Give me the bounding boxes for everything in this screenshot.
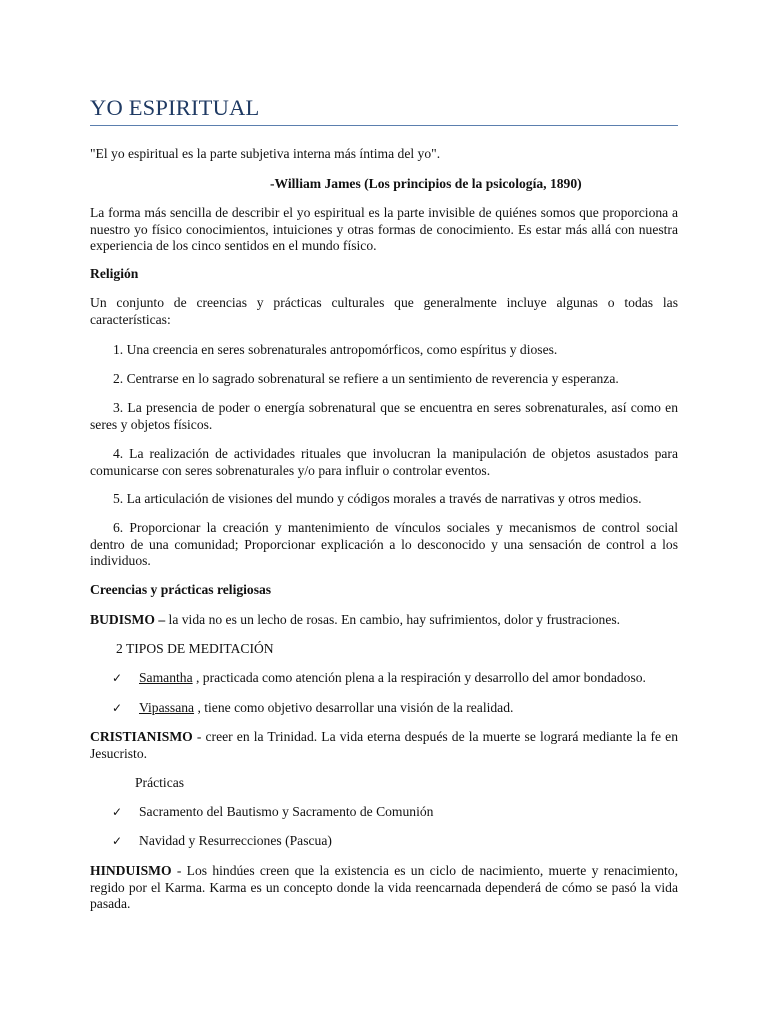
practicas-label: Prácticas bbox=[135, 775, 185, 790]
list-item-5: 5. La articulación de visiones del mundo y códigos morales a través de narrativas y otros medios. bbox=[113, 491, 642, 506]
practica-navidad: Navidad y Resurrecciones (Pascua) bbox=[139, 833, 332, 848]
religion-heading: Religión bbox=[90, 266, 139, 281]
vipassana-term: Vipassana bbox=[139, 700, 195, 715]
page-title: YO ESPIRITUAL bbox=[90, 95, 260, 120]
creencias-heading: Creencias y prácticas religiosas bbox=[90, 582, 272, 597]
title-divider bbox=[90, 125, 678, 126]
cristianismo-paragraph bbox=[90, 729, 678, 762]
intro-paragraph: La forma más sencilla de describir el yo espiritual es la parte invisible de quiénes somos que proporciona a nuestro yo físico conocimientos, intuiciones y otras formas de conocimiento. Es estar más allá con nuestra experiencia de los cinco sentidos en el mundo físico. bbox=[90, 205, 678, 253]
checkmark-icon: ✓ bbox=[112, 671, 123, 685]
list-item-2: 2. Centrarse en lo sagrado sobrenatural se refiere a un sentimiento de reverencia y esperanza. bbox=[113, 371, 619, 386]
samantha-text: , practicada como atención plena a la respiración y desarrollo del amor bondadoso. bbox=[192, 670, 646, 685]
list-item-3: 3. La presencia de poder o energía sobrenatural que se encuentra en seres sobrenaturales, así como en seres y objetos físicos. bbox=[90, 400, 678, 432]
vipassana-text: , tiene como objetivo desarrollar una visión de la realidad. bbox=[194, 700, 514, 715]
budismo-label: BUDISMO – bbox=[90, 612, 166, 627]
meditation-vipassana bbox=[139, 700, 679, 717]
meditation-types: 2 TIPOS DE MEDITACIÓN bbox=[116, 641, 274, 656]
hinduismo-text: - Los hindúes creen que la existencia es un ciclo de nacimiento, muerte y renacimiento, regido por el Karma. Karma es un concepto donde la vida reencarnada dependerá de cómo se pasó la vida pasada. bbox=[90, 863, 678, 911]
practica-bautismo: Sacramento del Bautismo y Sacramento de Comunión bbox=[139, 804, 434, 819]
samantha-term: Samantha bbox=[139, 670, 193, 685]
hinduismo-label: HINDUISMO bbox=[90, 863, 172, 878]
list-item-6: 6. Proporcionar la creación y mantenimiento de vínculos sociales y mecanismos de control social dentro de una comunidad; Proporcionar explicación a lo desconocido y una sensación de control a los individuos. bbox=[90, 520, 678, 568]
quote: "El yo espiritual es la parte subjetiva interna más íntima del yo". bbox=[90, 146, 441, 161]
checkmark-icon: ✓ bbox=[112, 701, 123, 715]
budismo-paragraph bbox=[90, 612, 678, 629]
checkmark-icon: ✓ bbox=[112, 805, 123, 819]
religion-paragraph: Un conjunto de creencias y prácticas culturales que generalmente incluye algunas o todas las características: bbox=[90, 295, 678, 327]
budismo-text: la vida no es un lecho de rosas. En cambio, hay sufrimientos, dolor y frustraciones. bbox=[165, 612, 621, 627]
attribution: -William James (Los principios de la psicología, 1890) bbox=[270, 176, 582, 191]
checkmark-icon: ✓ bbox=[112, 834, 123, 848]
cristianismo-text: - creer en la Trinidad. La vida eterna después de la muerte se logrará mediante la fe en Jesucristo. bbox=[90, 729, 678, 761]
hinduismo-paragraph bbox=[90, 863, 678, 913]
cristianismo-label: CRISTIANISMO bbox=[90, 729, 193, 744]
list-item-4: 4. La realización de actividades rituales que involucran la manipulación de objetos asustados para comunicarse con seres sobrenaturales y/o para influir o controlar eventos. bbox=[90, 446, 678, 478]
meditation-samantha bbox=[139, 670, 679, 687]
list-item-1: 1. Una creencia en seres sobrenaturales antropomórficos, como espíritus y dioses. bbox=[113, 342, 558, 357]
